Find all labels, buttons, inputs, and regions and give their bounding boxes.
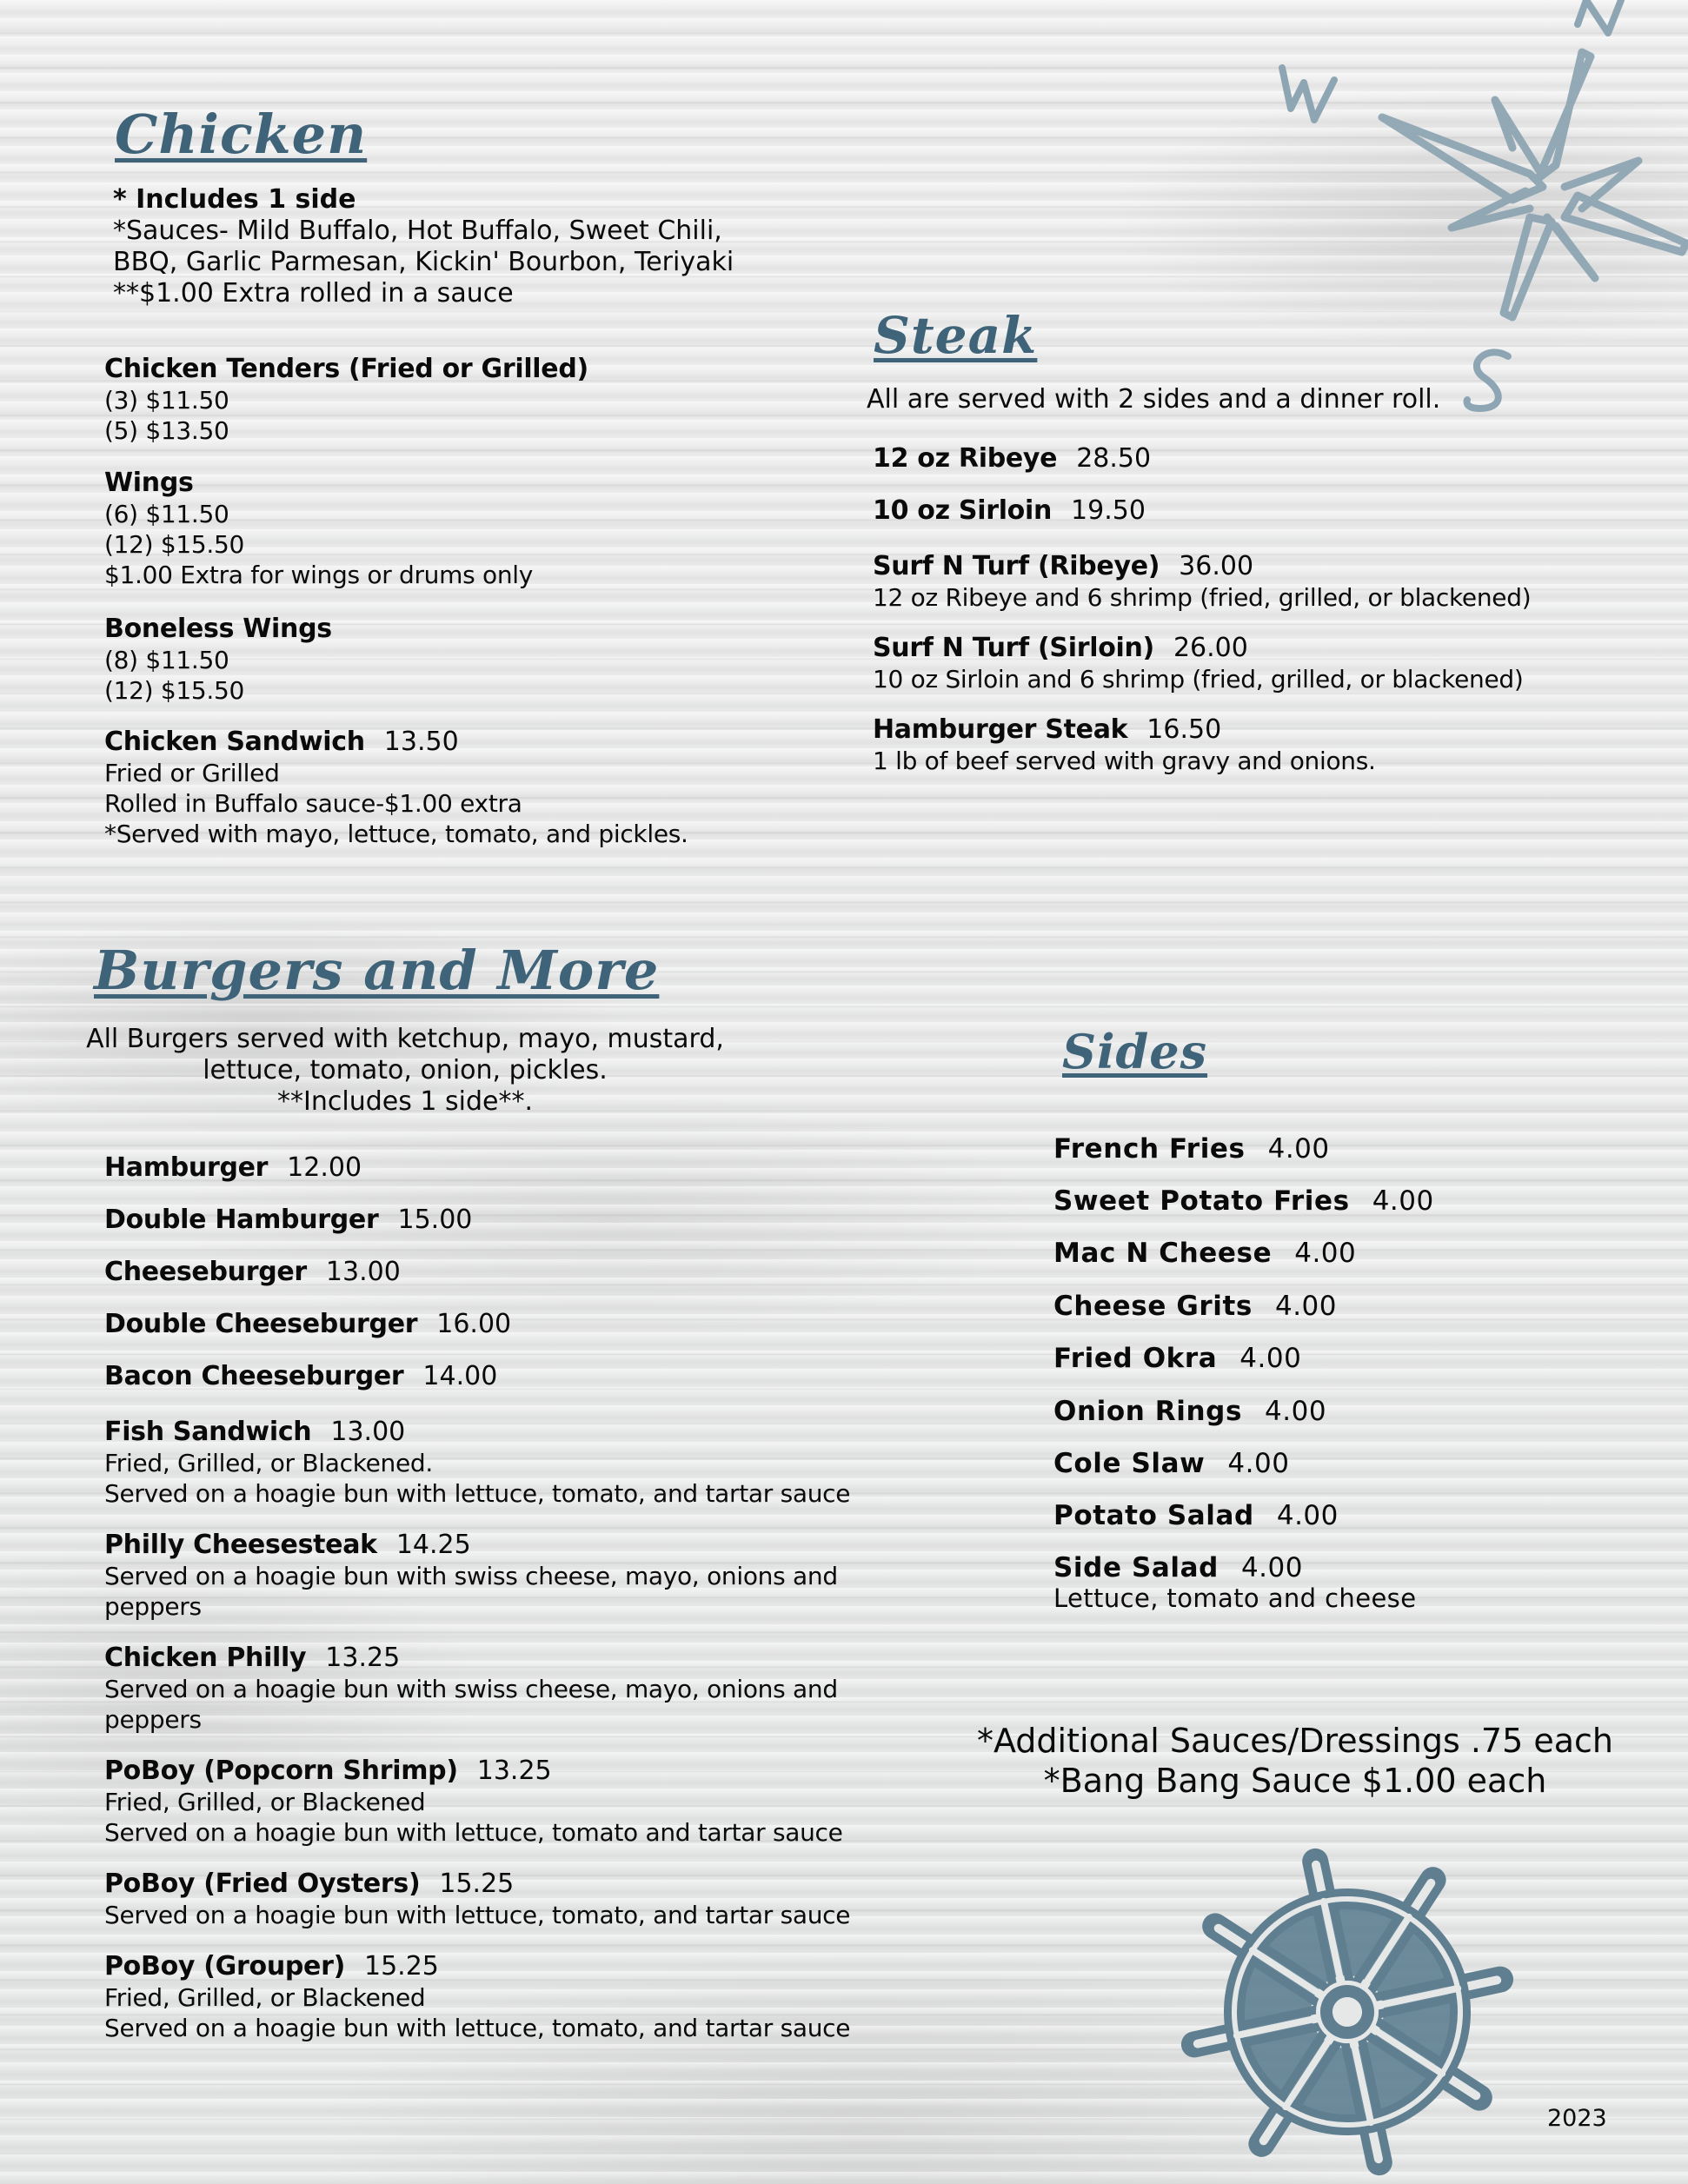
item-price: 15.25	[364, 1951, 439, 1982]
item-name: Chicken Philly	[104, 1643, 307, 1673]
compass-s-letter	[1467, 352, 1508, 408]
item-name: Double Hamburger	[104, 1205, 379, 1235]
item-price: 4.00	[1265, 1396, 1327, 1427]
extras-note	[921, 1721, 1669, 1801]
menu-item	[104, 1530, 838, 1622]
menu-item	[1053, 1343, 1301, 1374]
item-name: Fish Sandwich	[104, 1417, 312, 1447]
menu-item	[104, 1152, 362, 1184]
extras-line: *Bang Bang Sauce $1.00 each	[1043, 1762, 1547, 1800]
menu-item	[1053, 1291, 1337, 1322]
item-desc: $1.00 Extra for wings or drums only	[104, 561, 534, 589]
item-desc: 10 oz Sirloin and 6 shrimp (fried, grilled, or blackened)	[873, 665, 1524, 694]
item-price: 13.50	[383, 727, 459, 757]
item-desc: Served on a hoagie bun with lettuce, tomato, and tartar sauce	[104, 2014, 851, 2042]
item-name: Side Salad	[1053, 1552, 1219, 1583]
burgers-note: lettuce, tomato, onion, pickles.	[203, 1055, 608, 1085]
item-name: Sweet Potato Fries	[1053, 1185, 1350, 1217]
item-desc: (12) $15.50	[104, 676, 245, 705]
chicken-note: *Sauces- Mild Buffalo, Hot Buffalo, Sweet Chili,	[113, 216, 722, 246]
menu-item	[104, 354, 588, 446]
item-name: Boneless Wings	[104, 614, 332, 644]
item-name: Mac N Cheese	[1053, 1238, 1273, 1269]
menu-item	[873, 714, 1376, 776]
item-price: 13.25	[325, 1643, 401, 1673]
item-price: 4.00	[1274, 1291, 1337, 1322]
item-name: Surf N Turf (Ribeye)	[873, 551, 1160, 581]
item-desc: 12 oz Ribeye and 6 shrimp (fried, grilled, or blackened)	[873, 583, 1532, 612]
chicken-notes	[113, 184, 734, 309]
item-desc: (5) $13.50	[104, 416, 229, 445]
menu-item	[1053, 1552, 1416, 1614]
item-price: 13.25	[476, 1756, 552, 1786]
menu-item	[104, 727, 688, 849]
item-price: 14.25	[395, 1530, 471, 1560]
burgers-note: **Includes 1 side**.	[277, 1086, 533, 1117]
menu-item	[1053, 1185, 1434, 1217]
burgers-note: All Burgers served with ketchup, mayo, mustard,	[86, 1024, 724, 1054]
item-desc: Served on a hoagie bun with lettuce, tomato, and tartar sauce	[104, 1479, 851, 1508]
item-price: 28.50	[1076, 443, 1152, 474]
menu-item	[104, 1361, 497, 1392]
burgers-section-title: Burgers and More	[94, 939, 660, 1002]
item-desc: Fried or Grilled	[104, 759, 280, 787]
menu-item	[104, 1951, 850, 2043]
menu-item	[104, 614, 332, 706]
item-price: 4.00	[1239, 1343, 1302, 1374]
item-desc: Rolled in Buffalo sauce-$1.00 extra	[104, 789, 522, 818]
menu-item	[104, 1205, 472, 1236]
item-name: Bacon Cheeseburger	[104, 1361, 404, 1391]
chicken-section-title: Chicken	[115, 103, 368, 166]
item-price: 19.50	[1071, 495, 1146, 526]
item-name: French Fries	[1053, 1133, 1246, 1165]
menu-item	[104, 1309, 511, 1340]
item-name: PoBoy (Grouper)	[104, 1951, 345, 1982]
menu-item	[1053, 1396, 1326, 1427]
item-desc: Fried, Grilled, or Blackened.	[104, 1449, 433, 1477]
item-name: Cheeseburger	[104, 1257, 307, 1287]
item-price: 4.00	[1372, 1185, 1434, 1217]
menu-item	[104, 1756, 843, 1848]
menu-item	[1053, 1133, 1330, 1165]
chicken-note: BBQ, Garlic Parmesan, Kickin' Bourbon, Teriyaki	[113, 247, 734, 277]
extras-line: *Additional Sauces/Dressings .75 each	[976, 1722, 1614, 1760]
compass-w-letter	[1282, 68, 1334, 120]
item-name: 12 oz Ribeye	[873, 443, 1058, 474]
ship-wheel-icon	[1165, 1842, 1530, 2181]
item-desc: Served on a hoagie bun with swiss cheese, mayo, onions and	[104, 1675, 838, 1703]
item-price: 36.00	[1179, 551, 1254, 581]
compass-rose-icon	[1252, 0, 1688, 417]
menu-item	[873, 495, 1146, 527]
item-name: Cheese Grits	[1053, 1291, 1253, 1322]
item-price: 13.00	[325, 1257, 401, 1287]
item-price: 4.00	[1276, 1500, 1339, 1531]
item-name: Chicken Sandwich	[104, 727, 365, 757]
item-price: 15.25	[439, 1869, 515, 1899]
item-name: Hamburger Steak	[873, 714, 1128, 745]
item-name: 10 oz Sirloin	[873, 495, 1053, 526]
item-name: Philly Cheesesteak	[104, 1530, 377, 1560]
menu-year: 2023	[1547, 2105, 1607, 2132]
item-price: 15.00	[397, 1205, 473, 1235]
item-desc: peppers	[104, 1592, 202, 1621]
item-name: PoBoy (Fried Oysters)	[104, 1869, 421, 1899]
item-price: 4.00	[1267, 1133, 1330, 1165]
item-name: Chicken Tenders (Fried or Grilled)	[104, 354, 588, 384]
item-desc: (8) $11.50	[104, 646, 229, 674]
item-desc: (6) $11.50	[104, 500, 229, 528]
item-desc: Served on a hoagie bun with lettuce, tomato, and tartar sauce	[104, 1901, 851, 1929]
item-price: 4.00	[1240, 1552, 1303, 1583]
item-desc: (3) $11.50	[104, 386, 229, 415]
menu-item	[1053, 1448, 1289, 1479]
item-desc: (12) $15.50	[104, 530, 245, 559]
item-price: 26.00	[1173, 633, 1248, 663]
menu-item	[873, 633, 1524, 694]
item-price: 4.00	[1294, 1238, 1357, 1269]
chicken-note: * Includes 1 side	[113, 184, 356, 215]
item-name: Hamburger	[104, 1152, 269, 1183]
item-desc: Lettuce, tomato and cheese	[1053, 1583, 1417, 1613]
item-desc: peppers	[104, 1705, 202, 1734]
menu-item	[873, 551, 1531, 613]
item-price: 4.00	[1227, 1448, 1290, 1479]
chicken-note: **$1.00 Extra rolled in a sauce	[113, 278, 514, 309]
menu-item	[1053, 1238, 1356, 1269]
menu-item	[1053, 1500, 1339, 1531]
menu-item	[104, 1869, 850, 1930]
item-desc: *Served with mayo, lettuce, tomato, and pickles.	[104, 820, 688, 848]
item-price: 14.00	[422, 1361, 498, 1391]
menu-item	[104, 1417, 850, 1509]
menu-item	[104, 1643, 838, 1735]
item-name: PoBoy (Popcorn Shrimp)	[104, 1756, 458, 1786]
burgers-notes	[83, 1024, 727, 1118]
item-name: Cole Slaw	[1053, 1448, 1206, 1479]
item-name: Fried Okra	[1053, 1343, 1218, 1374]
item-desc: 1 lb of beef served with gravy and onions.	[873, 747, 1376, 775]
item-name: Potato Salad	[1053, 1500, 1254, 1531]
compass-n-letter	[1578, 0, 1621, 33]
item-desc: Served on a hoagie bun with swiss cheese, mayo, onions and	[104, 1562, 838, 1590]
menu-item	[104, 1257, 401, 1288]
item-price: 16.00	[436, 1309, 512, 1339]
steak-note: All are served with 2 sides and a dinner roll.	[867, 384, 1441, 415]
menu-item	[873, 443, 1151, 475]
item-desc: Served on a hoagie bun with lettuce, tomato and tartar sauce	[104, 1818, 843, 1847]
item-name: Wings	[104, 468, 194, 498]
item-name: Double Cheeseburger	[104, 1309, 418, 1339]
item-desc: Fried, Grilled, or Blackened	[104, 1983, 426, 2012]
item-price: 16.50	[1146, 714, 1222, 745]
steak-section-title: Steak	[874, 306, 1038, 365]
item-name: Surf N Turf (Sirloin)	[873, 633, 1154, 663]
item-desc: Fried, Grilled, or Blackened	[104, 1788, 426, 1816]
menu-item	[104, 468, 533, 590]
item-price: 12.00	[287, 1152, 362, 1183]
item-name: Onion Rings	[1053, 1396, 1243, 1427]
sides-section-title: Sides	[1062, 1024, 1208, 1079]
item-price: 13.00	[330, 1417, 406, 1447]
